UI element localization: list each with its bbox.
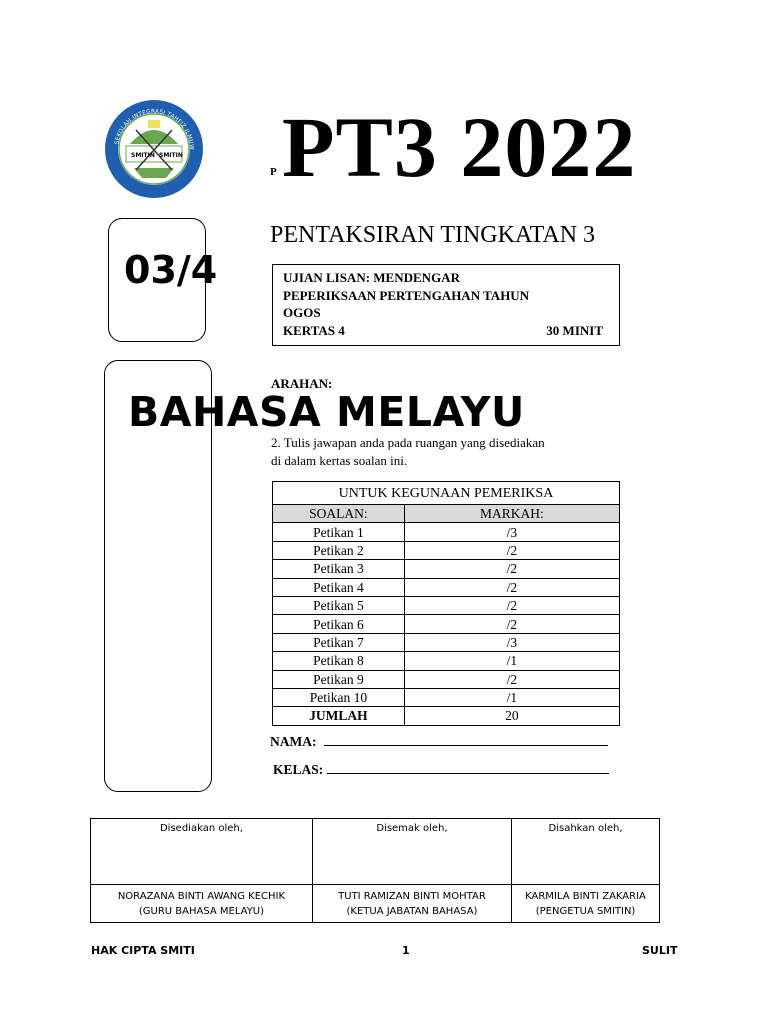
logo-right-label: SMITIN <box>159 152 183 159</box>
signature-table <box>90 818 660 923</box>
markah-cell: /2 <box>404 560 619 578</box>
prepared-by-label: Disediakan oleh, <box>91 819 313 885</box>
approved-by-label: Disahkan oleh, <box>512 819 660 885</box>
info-line-1: UJIAN LISAN: MENDENGAR <box>283 270 460 285</box>
instruction-line-2: di dalam kertas soalan ini. <box>271 453 408 468</box>
exam-info-box <box>272 264 620 346</box>
title-prefix: P <box>270 166 277 178</box>
subject-title: BAHASA MELAYU <box>128 388 525 436</box>
soalan-cell: Petikan 10 <box>273 688 405 706</box>
table-row <box>273 688 620 706</box>
logo-left-label: SMITIN <box>131 152 155 159</box>
examiner-marks-table <box>272 481 620 726</box>
markah-cell: /2 <box>404 578 619 596</box>
table-row <box>273 578 620 596</box>
assessment-heading: PENTAKSIRAN TINGKATAN 3 <box>270 222 596 248</box>
markah-cell: /2 <box>404 670 619 688</box>
logo-bottom-text: Melahirkan Generasi Al-Quran <box>124 157 188 185</box>
name-blank[interactable] <box>324 745 608 746</box>
soalan-cell: Petikan 2 <box>273 541 405 559</box>
soalan-cell: Petikan 8 <box>273 652 405 670</box>
markah-cell: /2 <box>404 541 619 559</box>
table-row <box>273 523 620 541</box>
soalan-cell: Petikan 4 <box>273 578 405 596</box>
school-logo <box>104 98 204 200</box>
name-field[interactable] <box>270 734 608 750</box>
duration-label: 30 MINIT <box>546 322 603 338</box>
preparer-title: (GURU BAHASA MELAYU) <box>138 906 265 917</box>
markah-cell: /2 <box>404 596 619 614</box>
class-blank[interactable] <box>327 773 609 774</box>
instruction-line-1: 2. Tulis jawapan anda pada ruangan yang disediakan <box>271 435 545 450</box>
soalan-cell: Petikan 7 <box>273 633 405 651</box>
total-label: JUMLAH <box>273 707 405 725</box>
markah-cell: /3 <box>404 633 619 651</box>
logo-ring-text: SEKOLAH INTEGRASI TAHFIZ ILMUW <box>114 108 195 150</box>
markah-cell: /2 <box>404 615 619 633</box>
soalan-cell: Petikan 6 <box>273 615 405 633</box>
exam-title: PT3 2022 <box>282 99 637 195</box>
checker-title: (KETUA JABATAN BAHASA) <box>346 906 478 917</box>
soalan-cell: Petikan 9 <box>273 670 405 688</box>
checked-by-label: Disemak oleh, <box>312 819 511 885</box>
checker-cell <box>312 885 511 923</box>
table-row <box>273 633 620 651</box>
table-row <box>273 652 620 670</box>
markah-cell: /3 <box>404 523 619 541</box>
preparer-cell <box>91 885 313 923</box>
preparer-name: NORAZANA BINTI AWANG KECHIK <box>117 891 286 902</box>
paper-code: 03/4 <box>124 248 218 292</box>
marks-table-title: UNTUK KEGUNAAN PEMERIKSA <box>273 482 620 505</box>
name-label: NAMA: <box>270 734 317 749</box>
total-row <box>273 707 620 725</box>
col-soalan-header: SOALAN: <box>273 505 405 523</box>
instructions-text <box>271 434 545 470</box>
info-line-3: OGOS <box>283 305 321 320</box>
table-row <box>273 541 620 559</box>
table-row <box>273 670 620 688</box>
page-number: 1 <box>402 944 410 957</box>
soalan-cell: Petikan 5 <box>273 596 405 614</box>
class-field[interactable] <box>273 762 609 778</box>
table-row <box>273 615 620 633</box>
soalan-cell: Petikan 3 <box>273 560 405 578</box>
footer-classification: SULIT <box>642 944 678 957</box>
class-label: KELAS: <box>273 762 324 777</box>
markah-cell: /1 <box>404 652 619 670</box>
total-value: 20 <box>404 707 619 725</box>
kertas-label: KERTAS 4 <box>283 322 345 338</box>
table-row <box>273 596 620 614</box>
info-kertas-row <box>283 322 619 340</box>
soalan-cell: Petikan 1 <box>273 523 405 541</box>
approver-title: (PENGETUA SMITIN) <box>535 906 636 917</box>
info-line-2: PEPERIKSAAN PERTENGAHAN TAHUN <box>283 287 530 303</box>
approver-cell <box>512 885 660 923</box>
col-markah-header: MARKAH: <box>404 505 619 523</box>
table-row <box>273 560 620 578</box>
approver-name: KARMILA BINTI ZAKARIA <box>525 891 646 902</box>
instructions-heading: ARAHAN: <box>271 376 333 391</box>
markah-cell: /1 <box>404 688 619 706</box>
checker-name: TUTI RAMIZAN BINTI MOHTAR <box>338 891 486 902</box>
footer-copyright: HAK CIPTA SMITI <box>91 944 195 957</box>
